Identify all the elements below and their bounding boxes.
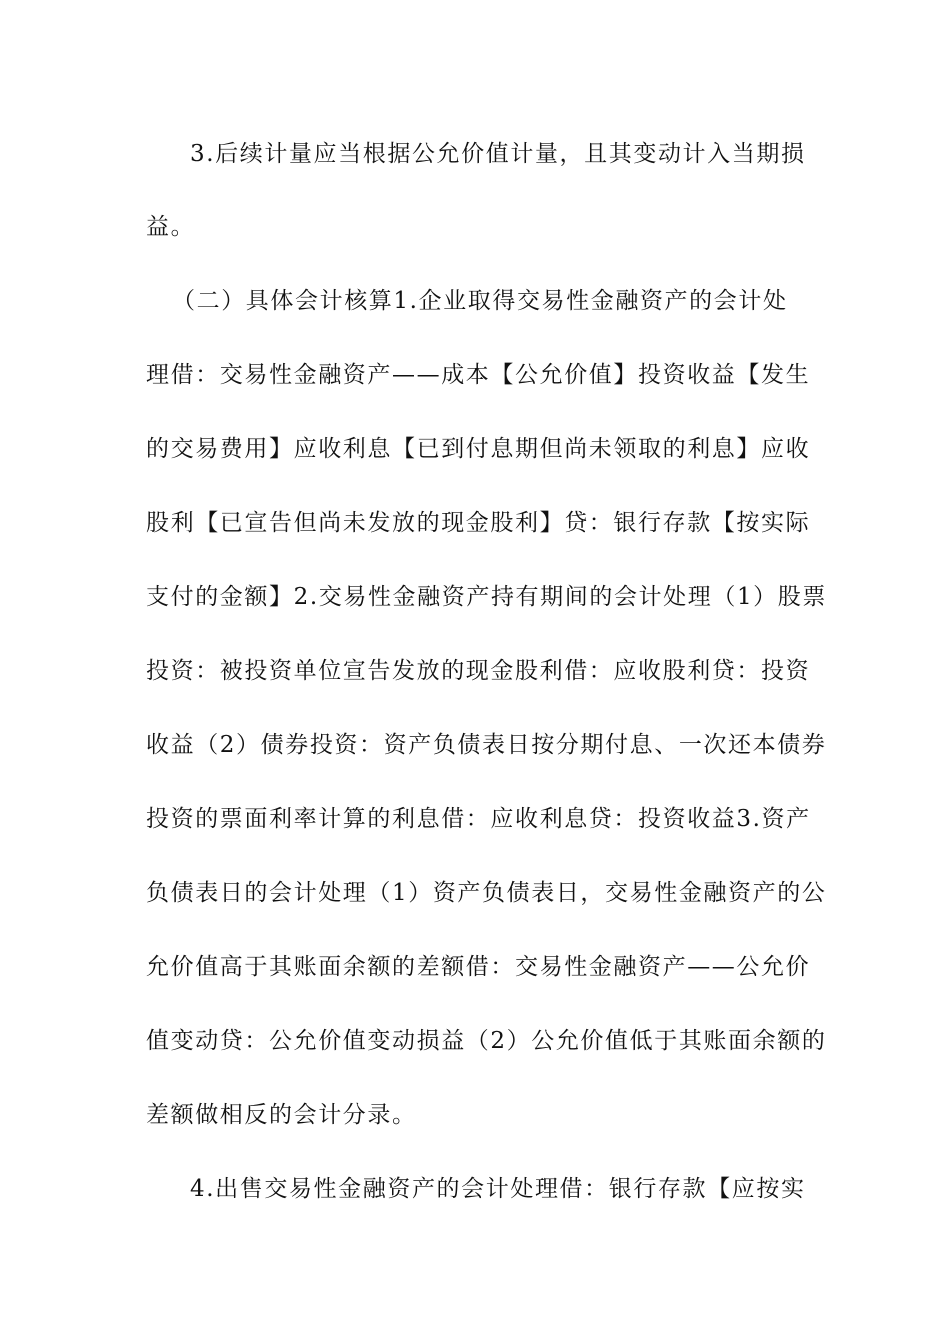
paragraph-line: 4.出售交易性金融资产的会计处理借：银行存款【应按实 [190, 1176, 806, 1202]
paragraph-line: 值变动贷：公允价值变动损益（2）公允价值低于其账面余额的 [146, 1028, 827, 1054]
paragraph-line: 3.后续计量应当根据公允价值计量，且其变动计入当期损 [190, 141, 806, 167]
paragraph-line: 理借：交易性金融资产——成本【公允价值】投资收益【发生 [146, 362, 811, 388]
paragraph-line: 差额做相反的会计分录。 [146, 1102, 417, 1128]
paragraph-line: 负债表日的会计处理（1）资产负债表日，交易性金融资产的公 [146, 880, 827, 906]
paragraph-line: 收益（2）债券投资：资产负债表日按分期付息、一次还本债券 [146, 732, 827, 758]
paragraph-line: 投资：被投资单位宣告发放的现金股利借：应收股利贷：投资 [146, 658, 811, 684]
paragraph-line: 允价值高于其账面余额的差额借：交易性金融资产——公允价 [146, 954, 811, 980]
paragraph-line: 股利【已宣告但尚未发放的现金股利】贷：银行存款【按实际 [146, 510, 811, 536]
paragraph-line: 支付的金额】2.交易性金融资产持有期间的会计处理（1）股票 [146, 584, 827, 610]
paragraph-line: 投资的票面利率计算的利息借：应收利息贷：投资收益3.资产 [146, 806, 811, 832]
paragraph-line: 的交易费用】应收利息【已到付息期但尚未领取的利息】应收 [146, 436, 811, 462]
paragraph-line: （二）具体会计核算1.企业取得交易性金融资产的会计处 [172, 288, 788, 314]
paragraph-line: 益。 [146, 214, 196, 240]
